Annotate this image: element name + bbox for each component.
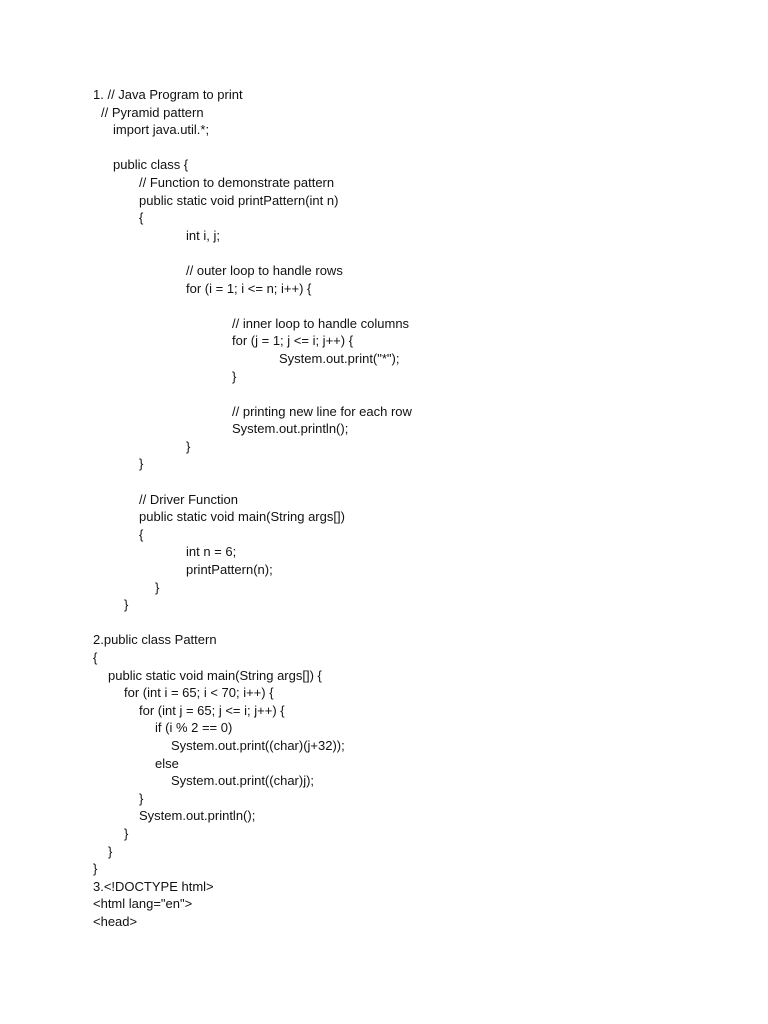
- code-line: }: [232, 368, 237, 384]
- code-line: }: [139, 790, 144, 806]
- code-line: public static void printPattern(int n): [139, 192, 339, 208]
- code-line: {: [139, 210, 144, 226]
- code-line: // Pyramid pattern: [101, 104, 204, 120]
- code-line: [0, 139, 768, 157]
- code-line: System.out.println();: [139, 808, 256, 824]
- code-line: public class {: [113, 157, 189, 173]
- code-line: [0, 614, 768, 632]
- code-line: {: [139, 526, 144, 542]
- code-line: public static void main(String args[]): [139, 509, 345, 525]
- code-line: for (i = 1; i <= n; i++) {: [186, 280, 312, 296]
- code-line: // Function to demonstrate pattern: [139, 174, 335, 190]
- code-listing: [0, 86, 768, 931]
- code-line: }: [155, 579, 160, 595]
- code-line: [0, 297, 768, 315]
- code-line: }: [124, 825, 129, 841]
- code-line: }: [139, 456, 144, 472]
- code-line: [0, 473, 768, 491]
- code-line: }: [93, 861, 98, 877]
- code-line: else: [155, 755, 179, 771]
- code-line: printPattern(n);: [186, 562, 273, 578]
- code-line: for (int j = 65; j <= i; j++) {: [139, 702, 285, 718]
- code-line: public static void main(String args[]) {: [108, 667, 322, 683]
- code-line: 3.<!DOCTYPE html>: [93, 878, 214, 894]
- code-line: // outer loop to handle rows: [186, 262, 343, 278]
- code-line: <head>: [93, 913, 138, 929]
- code-line: int i, j;: [186, 227, 220, 243]
- code-line: {: [93, 650, 98, 665]
- code-line: System.out.print("*");: [279, 350, 400, 366]
- code-line: System.out.println();: [232, 421, 349, 437]
- code-line: System.out.print((char)j);: [171, 773, 315, 789]
- code-line: [0, 385, 768, 403]
- code-line: 1. // Java Program to print: [93, 87, 243, 102]
- code-line: if (i % 2 == 0): [155, 720, 233, 736]
- code-line: // Driver Function: [139, 491, 238, 507]
- code-line: import java.util.*;: [113, 122, 210, 138]
- code-line: int n = 6;: [186, 544, 237, 560]
- code-line: }: [108, 843, 113, 859]
- code-line: System.out.print((char)(j+32));: [171, 737, 345, 753]
- code-line: <html lang="en">: [93, 896, 193, 912]
- code-line: [0, 244, 768, 262]
- code-line: }: [124, 597, 129, 613]
- code-line: // inner loop to handle columns: [232, 315, 410, 331]
- code-line: }: [186, 438, 191, 454]
- code-line: for (j = 1; j <= i; j++) {: [232, 333, 354, 349]
- code-line: for (int i = 65; i < 70; i++) {: [124, 685, 274, 701]
- code-line: 2.public class Pattern: [93, 632, 217, 648]
- code-line: // printing new line for each row: [232, 403, 412, 419]
